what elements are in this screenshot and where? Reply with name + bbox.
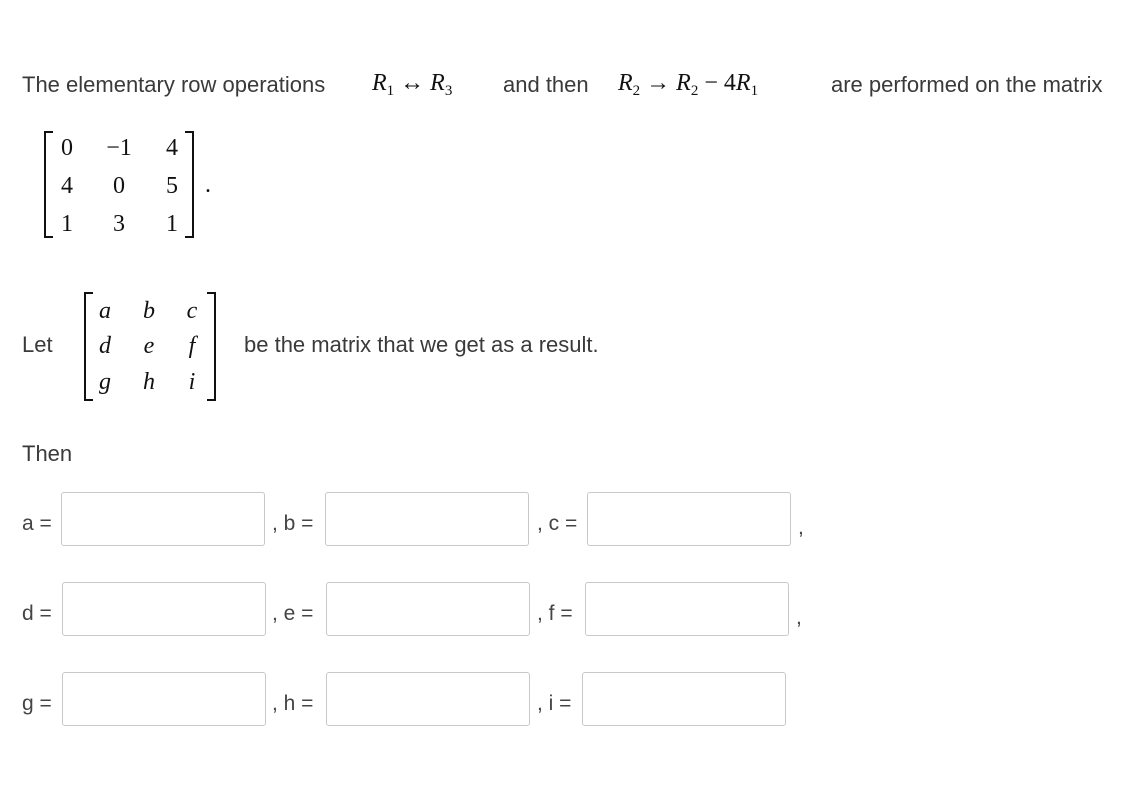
- op2-symbol-b: R: [676, 70, 691, 96]
- matrix-cell: 5: [166, 173, 178, 199]
- matrix-cell: 4: [61, 173, 73, 199]
- swap-arrow-icon: ↔: [400, 70, 425, 96]
- matrix-cell: 1: [166, 211, 178, 237]
- matrix-cell: 0: [113, 173, 125, 199]
- result-cell: b: [143, 298, 155, 324]
- op2-coefficient: 4: [723, 70, 736, 96]
- answer-label-e: , e =: [272, 602, 314, 625]
- op1-sub-a: 1: [386, 83, 395, 99]
- answer-label-c: , c =: [537, 512, 578, 535]
- matrix-cell: 4: [166, 135, 178, 161]
- op1-sub-b: 3: [444, 83, 453, 99]
- answer-label-f: , f =: [537, 602, 573, 625]
- answer-label-d: d =: [22, 602, 52, 625]
- answer-label-h: , h =: [272, 692, 314, 715]
- answer-label-b: , b =: [272, 512, 314, 535]
- answer-input-h[interactable]: [326, 672, 530, 726]
- op2-sub-a: 2: [632, 83, 641, 99]
- intro-suffix: are performed on the matrix: [831, 72, 1103, 97]
- result-cell: i: [188, 369, 196, 395]
- answer-input-b[interactable]: [325, 492, 529, 546]
- minus-sign: −: [704, 70, 718, 96]
- op1-symbol-a: R: [372, 70, 387, 96]
- let-label: Let: [22, 332, 53, 357]
- answer-input-c[interactable]: [587, 492, 791, 546]
- answer-label-i: , i =: [537, 692, 572, 715]
- op2-sub-b: 2: [690, 83, 699, 99]
- answer-input-f[interactable]: [585, 582, 789, 636]
- row-trailer-comma: ,: [798, 516, 804, 539]
- op1-symbol-b: R: [430, 70, 445, 96]
- matrix-cell: 0: [61, 135, 73, 161]
- result-cell: f: [188, 333, 196, 359]
- intro-text: The elementary row operations: [22, 72, 326, 97]
- result-cell: d: [99, 333, 111, 359]
- answer-input-g[interactable]: [62, 672, 266, 726]
- matrix-cell: 3: [113, 211, 125, 237]
- op2-sub-c: 1: [750, 83, 759, 99]
- answer-input-e[interactable]: [326, 582, 530, 636]
- result-matrix: [84, 292, 216, 401]
- original-matrix: [44, 131, 194, 238]
- answer-input-i[interactable]: [582, 672, 786, 726]
- op2-symbol-a: R: [618, 70, 633, 96]
- answer-input-a[interactable]: [61, 492, 265, 546]
- result-cell: h: [143, 369, 155, 395]
- row-operation-swap: [372, 70, 452, 100]
- matrix-period: .: [205, 172, 211, 198]
- result-cell: c: [186, 298, 198, 324]
- replace-arrow-icon: →: [646, 70, 671, 96]
- answer-label-a: a =: [22, 512, 52, 535]
- answer-input-d[interactable]: [62, 582, 266, 636]
- then-label: Then: [22, 441, 73, 466]
- matrix-cell: −1: [106, 135, 132, 161]
- intro-connector: and then: [503, 72, 589, 97]
- op2-symbol-c: R: [735, 70, 751, 96]
- result-cell: g: [99, 369, 111, 395]
- result-cell: e: [143, 333, 155, 359]
- answer-label-g: g =: [22, 692, 52, 715]
- row-operation-replace: [618, 70, 758, 100]
- matrix-cell: 1: [61, 211, 73, 237]
- result-cell: a: [99, 298, 111, 324]
- let-suffix: be the matrix that we get as a result.: [244, 332, 599, 357]
- row-trailer-comma: ,: [796, 606, 802, 629]
